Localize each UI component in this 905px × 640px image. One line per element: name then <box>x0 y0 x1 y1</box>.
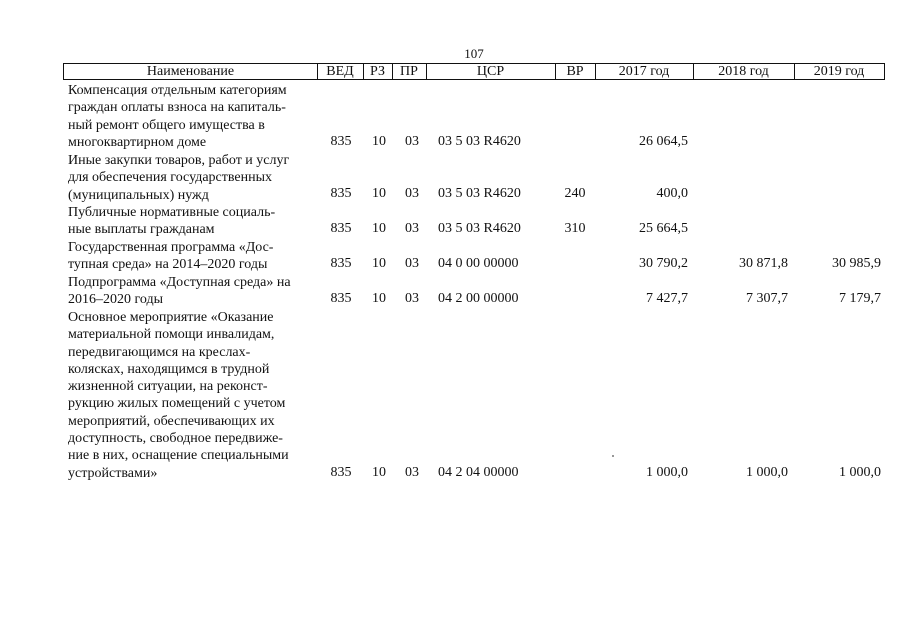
cell-rz: 10 <box>372 465 386 480</box>
cell-pr: 03 <box>405 221 419 236</box>
row-name-line: мероприятий, обеспечивающих их <box>68 413 275 429</box>
cell-2019: 30 985,9 <box>832 256 881 271</box>
cell-ved: 835 <box>330 221 352 236</box>
row-name-line: рукцию жилых помещений с учетом <box>68 396 286 412</box>
cell-2017: 7 427,7 <box>646 291 688 306</box>
cell-2019: 1 000,0 <box>839 465 881 480</box>
cell-rz: 10 <box>372 221 386 236</box>
row-name-line: доступность, свободное передвиже- <box>68 431 283 447</box>
row-name-line: Иные закупки товаров, работ и услуг <box>68 153 290 168</box>
cell-2018: 7 307,7 <box>746 291 788 306</box>
row-name <box>68 204 318 239</box>
cell-pr: 03 <box>405 186 419 201</box>
page-number: 107 <box>464 46 484 61</box>
row-name-line: для обеспечения государственных <box>68 170 272 186</box>
row-name-line: граждан оплаты взноса на капиталь- <box>68 100 286 116</box>
cell-ved: 835 <box>330 256 352 271</box>
cell-ved: 835 <box>330 134 352 149</box>
header-vr: ВР <box>555 64 596 79</box>
cell-2017: 30 790,2 <box>639 256 688 271</box>
cell-csr: 03 5 03 R4620 <box>438 186 521 201</box>
header-csr: ЦСР <box>426 64 556 79</box>
cell-ved: 835 <box>330 186 352 201</box>
row-name-line: ный ремонт общего имущества в <box>68 117 265 133</box>
row-name <box>68 309 318 482</box>
cell-vr: 310 <box>564 221 586 236</box>
cell-ved: 835 <box>330 291 352 306</box>
cell-csr: 03 5 03 R4620 <box>438 134 521 149</box>
row-name-line: Публичные нормативные социаль- <box>68 205 276 220</box>
cell-pr: 03 <box>405 256 419 271</box>
row-name-line: передвигающимся на креслах- <box>68 344 251 360</box>
cell-csr: 04 0 00 00000 <box>438 256 519 271</box>
row-name-line: Основное мероприятие «Оказание <box>68 310 274 325</box>
row-name-line: Подпрограмма «Доступная среда» на <box>68 275 291 290</box>
cell-pr: 03 <box>405 291 419 306</box>
cell-rz: 10 <box>372 256 386 271</box>
row-name-line: устройствами» <box>68 465 158 481</box>
cell-ved: 835 <box>330 465 352 480</box>
cell-2018: 1 000,0 <box>746 465 788 480</box>
cell-vr: 240 <box>564 186 586 201</box>
row-name-line: колясках, находящимся в трудной <box>68 361 270 377</box>
header-2018: 2018 год <box>693 64 795 79</box>
cell-2017: 26 064,5 <box>639 134 688 149</box>
row-name-line: многоквартирном доме <box>68 134 207 150</box>
row-name-line: ние в них, оснащение специальными <box>68 448 289 464</box>
header-2019: 2019 год <box>813 64 865 79</box>
header-rz: РЗ <box>363 64 393 79</box>
cell-2017: 1 000,0 <box>646 465 688 480</box>
row-name <box>68 274 318 309</box>
row-name-line: 2016–2020 годы <box>68 292 164 308</box>
row-name-line: ные выплаты гражданам <box>68 222 215 238</box>
row-name <box>68 239 318 274</box>
row-name <box>68 152 318 204</box>
cell-2018: 30 871,8 <box>739 256 788 271</box>
cell-csr: 03 5 03 R4620 <box>438 221 521 236</box>
row-name-line: Компенсация отдельным категориям <box>68 83 287 98</box>
header-name: Наименование <box>64 64 318 79</box>
cell-2017: 400,0 <box>656 186 688 201</box>
cell-2019: 7 179,7 <box>839 291 881 306</box>
scan-speck <box>612 455 614 457</box>
table-header <box>63 63 885 80</box>
header-pr: ПР <box>392 64 427 79</box>
row-name-line: (муниципальных) нужд <box>68 187 209 203</box>
cell-pr: 03 <box>405 465 419 480</box>
row-name-line: жизненной ситуации, на реконст- <box>68 379 268 395</box>
cell-csr: 04 2 00 00000 <box>438 291 519 306</box>
row-name-line: материальной помощи инвалидам, <box>68 327 275 343</box>
cell-rz: 10 <box>372 291 386 306</box>
cell-rz: 10 <box>372 134 386 149</box>
cell-2017: 25 664,5 <box>639 221 688 236</box>
row-name-line: тупная среда» на 2014–2020 годы <box>68 257 268 273</box>
cell-csr: 04 2 04 00000 <box>438 465 519 480</box>
cell-pr: 03 <box>405 134 419 149</box>
cell-rz: 10 <box>372 186 386 201</box>
row-name <box>68 82 318 151</box>
header-ved: ВЕД <box>317 64 364 79</box>
row-name-line: Государственная программа «Дос- <box>68 240 274 255</box>
header-2017: 2017 год <box>595 64 694 79</box>
